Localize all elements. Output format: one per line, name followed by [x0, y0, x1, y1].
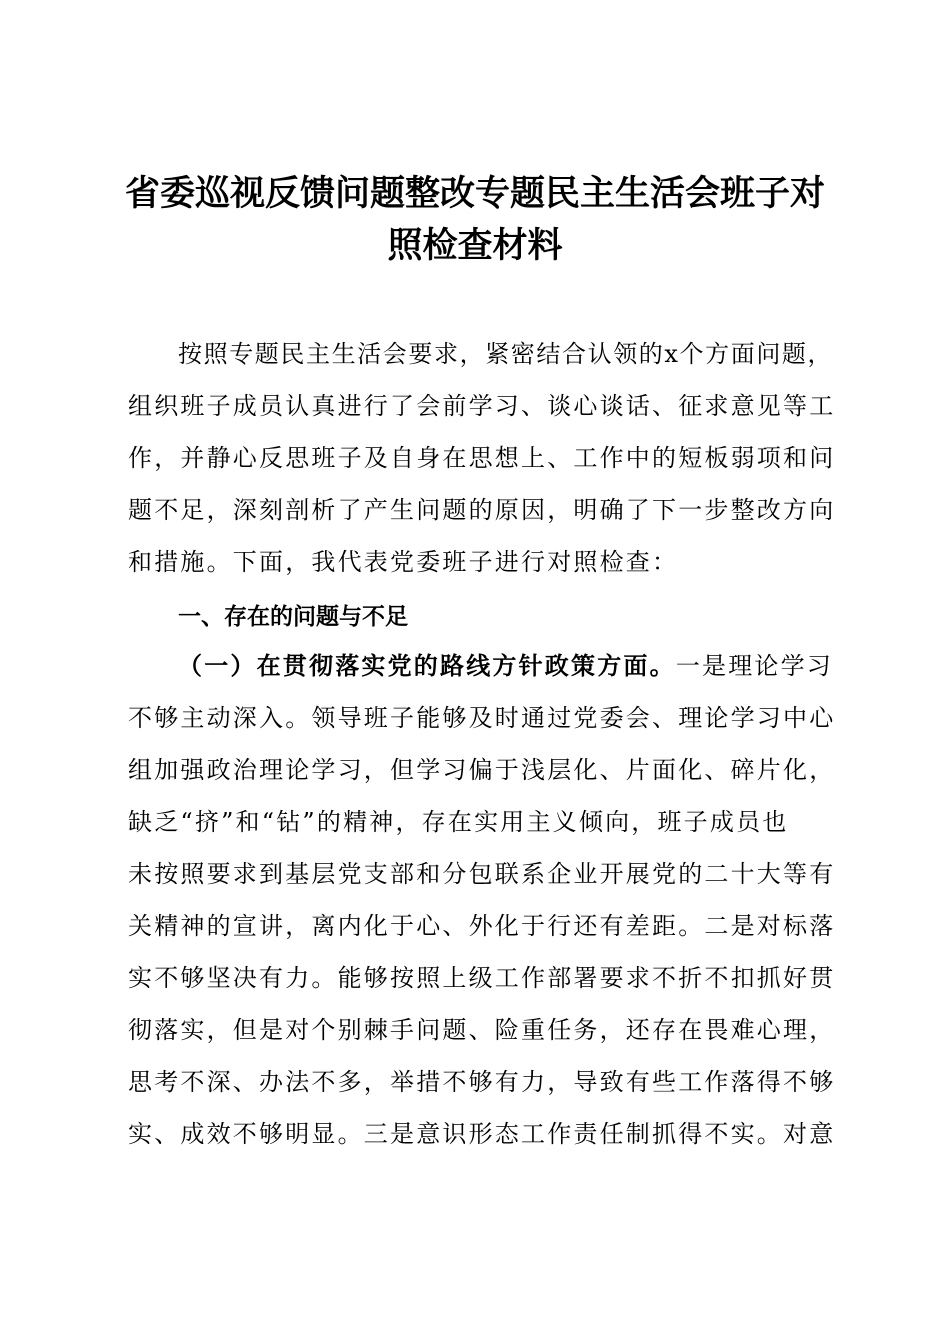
section-1-line-9: 思考不深、办法不多，举措不够有力，导致有些工作落得不够: [128, 1068, 836, 1096]
section-1-line-10: 实、成效不够明显。三是意识形态工作责任制抓得不实。对意: [128, 1120, 836, 1148]
intro-line-5: 和措施。下面，我代表党委班子进行对照检查：: [128, 548, 679, 576]
section-1-line-4: 缺乏“挤”和“钻”的精神，存在实用主义倾向，班子成员也: [128, 808, 789, 836]
section-1-paragraph: [128, 640, 848, 1160]
intro-line-1: 按照专题民主生活会要求，紧密结合认领的x个方面问题，: [178, 340, 834, 368]
section-1-line-8: 彻落实，但是对个别棘手问题、险重任务，还存在畏难心理，: [128, 1016, 836, 1044]
section-1-line-7: 实不够坚决有力。能够按照上级工作部署要求不折不扣抓好贯: [128, 964, 836, 992]
intro-paragraph: [128, 328, 848, 588]
section-1-line-5: 未按照要求到基层党支部和分包联系企业开展党的二十大等有: [128, 860, 836, 888]
intro-line-4: 题不足，深刻剖析了产生问题的原因，明确了下一步整改方向: [128, 496, 836, 524]
section-1-lead-heading: （一）在贯彻落实党的路线方针政策方面。: [178, 651, 676, 680]
title-line-1: 省委巡视反馈问题整改专题民主生活会班子对: [124, 174, 825, 214]
section-1-line-2: 不够主动深入。领导班子能够及时通过党委会、理论学习中心: [128, 704, 836, 732]
section-heading-1: 一、存在的问题与不足: [178, 604, 408, 630]
section-1-line-3: 组加强政治理论学习，但学习偏于浅层化、片面化、碎片化，: [128, 756, 836, 784]
document-title: [100, 168, 850, 272]
section-1-first-line: [128, 640, 848, 692]
title-line-2: 照检查材料: [387, 226, 563, 266]
section-1-line-6: 关精神的宣讲，离内化于心、外化于行还有差距。二是对标落: [128, 912, 836, 940]
intro-line-2: 组织班子成员认真进行了会前学习、谈心谈话、征求意见等工: [128, 392, 836, 420]
section-1-first-line-rest: 一是理论学习: [675, 652, 834, 680]
intro-line-3: 作，并静心反思班子及自身在思想上、工作中的短板弱项和问: [128, 444, 836, 472]
